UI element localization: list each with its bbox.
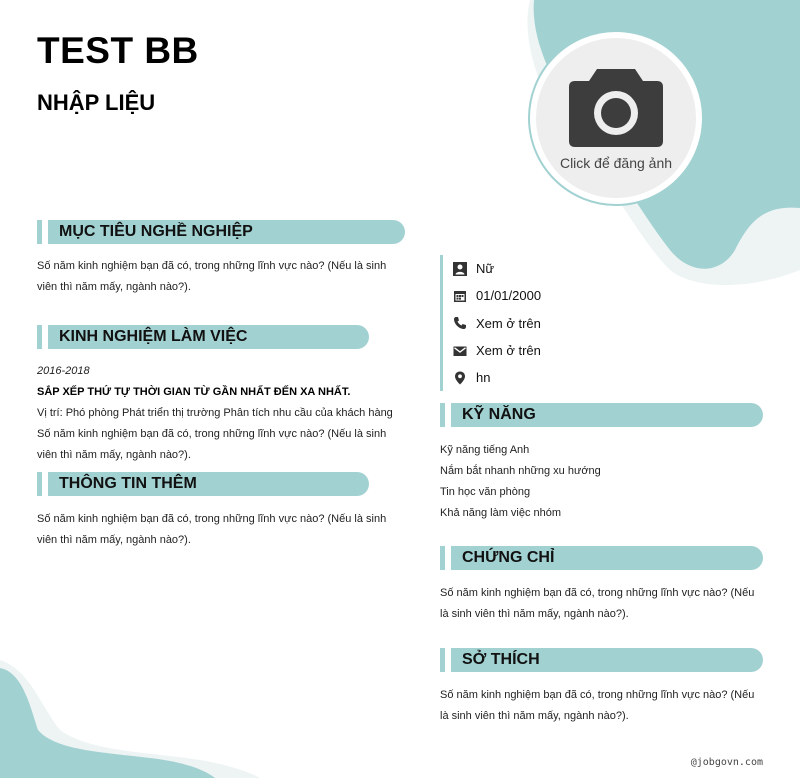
career-objective-title: MỤC TIÊU NGHỀ NGHIỆP [48, 220, 405, 244]
skill-item: Tin học văn phòng [440, 486, 531, 498]
contact-gender[interactable] [452, 255, 772, 282]
phone-value: Xem ở trên [476, 315, 541, 331]
certificates-header [440, 546, 763, 570]
work-experience-title: KINH NGHIỆM LÀM VIỆC [48, 325, 369, 349]
phone-icon [453, 316, 467, 330]
contact-birthday[interactable] [452, 282, 772, 309]
hobbies-title: SỞ THÍCH [451, 648, 763, 672]
certificates-title: CHỨNG CHỈ [451, 546, 763, 570]
additional-info-title: THÔNG TIN THÊM [48, 472, 369, 496]
experience-company: SẮP XẾP THỨ TỰ THỜI GIAN TỪ GẦN NHẤT ĐẾN XA NHẤT. [37, 386, 351, 398]
additional-info-text[interactable]: Số năm kinh nghiệm bạn đã có, trong những lĩnh vực nào? (Nếu là sinh viên thì năm mấy, ngành nào?). [37, 513, 387, 546]
skill-item: Kỹ năng tiếng Anh [440, 444, 530, 456]
location-icon [453, 371, 467, 385]
experience-position: Vị trí: Phó phòng Phát triển thị trường Phân tích nhu cầu của khách hàng [37, 407, 393, 419]
person-icon [453, 262, 467, 276]
experience-period: 2016-2018 [37, 365, 90, 377]
career-objective-header [37, 220, 405, 244]
camera-icon [567, 65, 665, 149]
skills-list[interactable] [440, 440, 601, 524]
work-experience-header [37, 325, 369, 349]
photo-upload[interactable] [528, 30, 704, 206]
address-value: hn [476, 370, 491, 386]
contact-address[interactable] [452, 364, 772, 391]
contact-email[interactable] [452, 337, 772, 364]
certificates-text[interactable]: Số năm kinh nghiệm bạn đã có, trong những lĩnh vực nào? (Nếu là sinh viên thì năm mấy, ngành nào?). [440, 587, 755, 620]
experience-item[interactable] [37, 361, 407, 466]
skill-item: Khả năng làm việc nhóm [440, 507, 562, 519]
photo-placeholder [536, 38, 696, 198]
career-objective-text[interactable]: Số năm kinh nghiệm bạn đã có, trong những lĩnh vực nào? (Nếu là sinh viên thì năm mấy, ngành nào?). [37, 260, 387, 293]
hobbies-header [440, 648, 763, 672]
contact-info [440, 255, 772, 391]
job-title[interactable]: NHẬP LIỆU [37, 90, 156, 115]
gender-value: Nữ [476, 261, 495, 277]
experience-description: Số năm kinh nghiệm bạn đã có, trong những lĩnh vực nào? (Nếu là sinh viên thì năm mấy, ngành nào?). [37, 428, 387, 461]
email-value: Xem ở trên [476, 343, 541, 359]
calendar-icon [453, 289, 467, 303]
birthday-value: 01/01/2000 [476, 288, 542, 304]
candidate-name[interactable]: TEST BB [37, 30, 199, 71]
photo-label: Click để đăng ảnh [559, 155, 673, 171]
contact-phone[interactable] [452, 310, 772, 337]
skill-item: Nắm bắt nhanh những xu hướng [440, 465, 601, 477]
hobbies-text[interactable]: Số năm kinh nghiệm bạn đã có, trong những lĩnh vực nào? (Nếu là sinh viên thì năm mấy, ngành nào?). [440, 689, 755, 722]
skills-title: KỸ NĂNG [451, 403, 763, 427]
footer-watermark: @jobgovn.com [690, 757, 763, 768]
email-icon [453, 344, 467, 358]
bottom-left-blob [0, 660, 260, 778]
additional-info-header [37, 472, 369, 496]
skills-header [440, 403, 763, 427]
